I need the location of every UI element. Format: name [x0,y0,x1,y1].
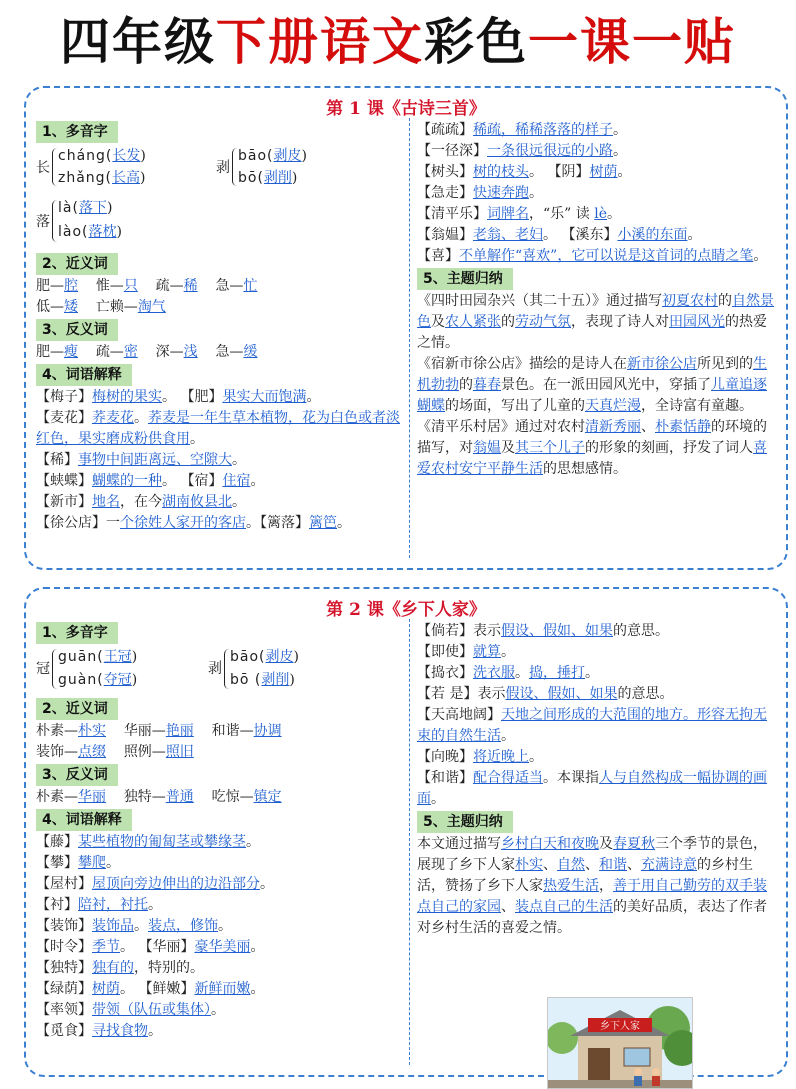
antonym-row: 肥—瘦 疏—密 深—浅 急—缓 [36,344,258,360]
vocab-entry: 【即使】就算。 [417,644,515,660]
vocab-entry: 【翁媪】老翁、老妇。 【溪东】小溪的东面。 [417,227,702,243]
text-run: 的 [459,377,473,393]
text-run: 的 [501,314,515,330]
key-phrase: 劳动气氛 [515,314,571,330]
key-phrase: 朴素恬静 [655,419,711,435]
brace [52,200,57,242]
polyphone-reading: guān(王冠) [58,649,138,665]
title-part-4: 一课一贴 [528,13,736,71]
text-run: 的环境的描写，对 [417,419,767,456]
section-synonyms: 2、近义词 [36,253,118,275]
section-vocabulary: 4、词语解释 [36,364,132,386]
polyphone-group-1 [36,647,404,693]
page-title [0,8,796,76]
text-run: 的思想感情。 [543,461,627,477]
section-synonyms: 2、近义词 [36,698,118,720]
vocab-entry: 【一径深】一条很远很远的小路。 [417,143,627,159]
brace [224,649,229,689]
polyphone-group-1 [36,146,404,190]
vocab-entry: 【若 是】表示假设、假如、如果的意思。 [417,686,674,702]
polyphone-reading: bāo(剥皮) [238,148,307,164]
lesson-1-card [24,86,788,570]
title-part-3: 彩色 [424,13,528,71]
text-run: ， [599,878,613,894]
vocab-entry: 【捣衣】洗衣服。捣，捶打。 [417,665,599,681]
key-phrase: 初夏农村 [662,293,718,309]
text-run: 三个季节的景色，展现了乡下人家 [417,836,767,873]
section-antonyms: 3、反义词 [36,319,118,341]
text-run: 及 [501,440,515,456]
theme-paragraph [417,354,779,417]
vocab-entry: 【喜】不单解作“喜欢”，它可以说是这首词的点睛之笔。 [417,248,768,264]
vocab-entry: 【觅食】寻找食物。 [36,1023,162,1039]
vocab-entry: 【稀】事物中间距离远、空隙大。 [36,452,246,468]
key-phrase: 热爱生活 [543,878,599,894]
polyphone-reading: là(落下) [58,200,113,216]
section-vocabulary: 4、词语解释 [36,809,132,831]
key-phrase: 生机勃勃 [417,356,767,393]
section-polyphones: 1、多音字 [36,622,118,644]
vocab-entry: 【梅子】梅树的果实。 【肥】果实大而饱满。 [36,389,321,405]
key-phrase: 农人紧张 [445,314,501,330]
section-polyphones: 1、多音字 [36,121,118,143]
text-run: 的 [718,293,732,309]
vocab-entry: 【时令】季节。 【华丽】豪华美丽。 [36,939,265,955]
vocab-entry: 【新市】地名，在今湖南攸县北。 [36,494,246,510]
text-run: 、 [627,857,641,873]
antonym-row: 朴素—华丽 独特—普通 吃惊—镇定 [36,789,282,805]
lesson-1-left-column [36,120,404,534]
column-divider [409,118,410,558]
key-phrase: 充满诗意 [641,857,697,873]
text-run: 所见到的 [697,356,753,372]
brace [52,649,57,689]
synonym-row: 装饰—点缀 照例—照旧 [36,744,194,760]
lesson-2-heading: 第 2 课《乡下人家》 [326,600,486,620]
vocab-entry: 【疏疏】稀疏，稀稀落落的样子。 [417,122,627,138]
polyphone-reading: guàn(夺冠) [58,672,138,688]
vocab-entry: 【向晚】将近晚上。 [417,749,543,765]
text-run: 、 [543,857,557,873]
text-run: 《清平乐村居》通过对农村 [417,419,585,435]
vocab-entry: 【藤】某些植物的匍匐茎或攀缘茎。 [36,834,260,850]
vocab-entry: 【倘若】表示假设、假如、如果的意思。 [417,623,669,639]
text-run: 及 [431,314,445,330]
lesson-1-right-column [417,120,779,480]
vocab-entry: 【率领】带领（队伍或集体）。 [36,1002,225,1018]
text-run: 本文通过描写 [417,836,501,852]
key-phrase: 新市徐公店 [627,356,697,372]
polyphone-reading: bō(剥削) [238,170,298,186]
polyphone-reading: bō (剥削) [230,672,295,688]
lesson-2-right-column [417,621,779,1032]
vocab-entry: 【蛱蝶】蝴蝶的一种。 【宿】住宿。 [36,473,265,489]
vocab-entry: 【装饰】装饰品。装点，修饰。 [36,918,232,934]
key-phrase: 田园风光 [669,314,725,330]
text-run: 及 [599,836,613,852]
brace [232,148,237,186]
brace [52,148,57,186]
polyphone-char: 冠 [36,661,50,677]
key-phrase: 其三个儿子 [515,440,585,456]
title-part-2: 下册语文 [216,13,424,71]
village-house-illustration [547,997,693,1089]
theme-paragraph [417,834,779,939]
key-phrase: 善于用自己勤劳的双手装点自己的家园 [417,878,767,915]
vocab-entry: 【绿荫】树荫。 【鲜嫩】新鲜而嫩。 [36,981,265,997]
text-run: 、 [501,899,515,915]
section-theme: 5、主题归纳 [417,268,513,290]
lesson-1-heading: 第 1 课《古诗三首》 [326,99,486,119]
vocab-entry: 【攀】攀爬。 [36,855,120,871]
key-phrase: 春夏秋 [613,836,655,852]
section-theme: 5、主题归纳 [417,811,513,833]
text-run: 、 [641,419,655,435]
polyphone-reading: cháng(长发) [58,148,146,164]
key-phrase: 翁媪 [473,440,501,456]
title-part-1: 四年级 [60,13,216,71]
vocab-entry: 【树头】树的枝头。 【阴】树荫。 [417,164,632,180]
text-run: 、 [585,857,599,873]
text-run: 《宿新市徐公店》描绘的是诗人在 [417,356,627,372]
house-sign-text: 乡下人家 [600,1021,640,1032]
vocab-entry: 【徐公店】一个徐姓人家开的客店。【篱落】篱笆。 [36,515,351,531]
text-run: 的热爱之情。 [417,314,767,351]
lesson-2-left-column [36,621,404,1042]
text-run: 的形象的刻画，抒发了词人 [585,440,753,456]
vocab-entry: 【独特】独有的，特别的。 [36,960,204,976]
text-run: 《四时田园杂兴（其二十五）》通过描写 [417,293,662,309]
column-divider [409,619,410,1065]
key-phrase: 天真烂漫 [585,398,641,414]
key-phrase: 自然景色 [417,293,774,330]
lesson-2-card [24,587,788,1077]
text-run: ，全诗富有童趣。 [641,398,753,414]
key-phrase: 装点自己的生活 [515,899,613,915]
key-phrase: 朴实 [515,857,543,873]
vocab-entry: 【屋村】屋顶向旁边伸出的边沿部分。 [36,876,274,892]
polyphone-reading: lào(落枕) [58,224,122,240]
polyphone-char: 落 [36,214,50,230]
polyphone-char: 剥 [208,661,222,677]
house-image [548,998,692,1088]
section-antonyms: 3、反义词 [36,764,118,786]
polyphone-reading: bāo(剥皮) [230,649,299,665]
synonym-row: 朴素—朴实 华丽—艳丽 和谐—协调 [36,723,282,739]
vocab-entry: 【衬】陪衬，衬托。 [36,897,162,913]
key-phrase: 儿童追逐蝴蝶 [417,377,767,414]
text-run: 的场面，写出了儿童的 [445,398,585,414]
vocab-entry: 【急走】快速奔跑。 [417,185,543,201]
synonym-row: 肥—腔 惟—只 疏—稀 急—忙 [36,278,258,294]
text-run: 景色。在一派田园风光中，穿插了 [501,377,711,393]
vocab-entry: 【和谐】配合得适当。本课指人与自然构成一幅协调的画面。 [417,770,767,807]
polyphone-char: 长 [36,160,50,176]
text-run: 的美好品质，表达了作者对乡村生活的喜爱之情。 [417,899,767,936]
polyphone-group-2 [36,198,404,248]
polyphone-char: 剥 [216,160,230,176]
key-phrase: 和谐 [599,857,627,873]
theme-paragraph [417,417,779,480]
theme-paragraph [417,291,779,354]
key-phrase: 喜爱农村安宁平静生活 [417,440,767,477]
key-phrase: 清新秀丽 [585,419,641,435]
polyphone-reading: zhǎng(长高) [58,170,146,186]
synonym-row: 低—矮 亡赖—淘气 [36,299,166,315]
text-run: ，表现了诗人对 [571,314,669,330]
key-phrase: 乡村白天和夜晚 [501,836,599,852]
text-run: 的乡村生活，赞扬了乡下人家 [417,857,753,894]
vocab-entry: 【天高地阔】天地之间形成的大范围的地方。形容无拘无束的自然生活。 [417,707,767,744]
key-phrase: 自然 [557,857,585,873]
vocab-entry: 【清平乐】词牌名，“乐” 读 lè。 [417,206,621,222]
key-phrase: 暮春 [473,377,501,393]
vocab-entry: 【麦花】荞麦花。荞麦是一年生草本植物，花为白色或者淡红色，果实磨成粉供食用。 [36,410,400,447]
